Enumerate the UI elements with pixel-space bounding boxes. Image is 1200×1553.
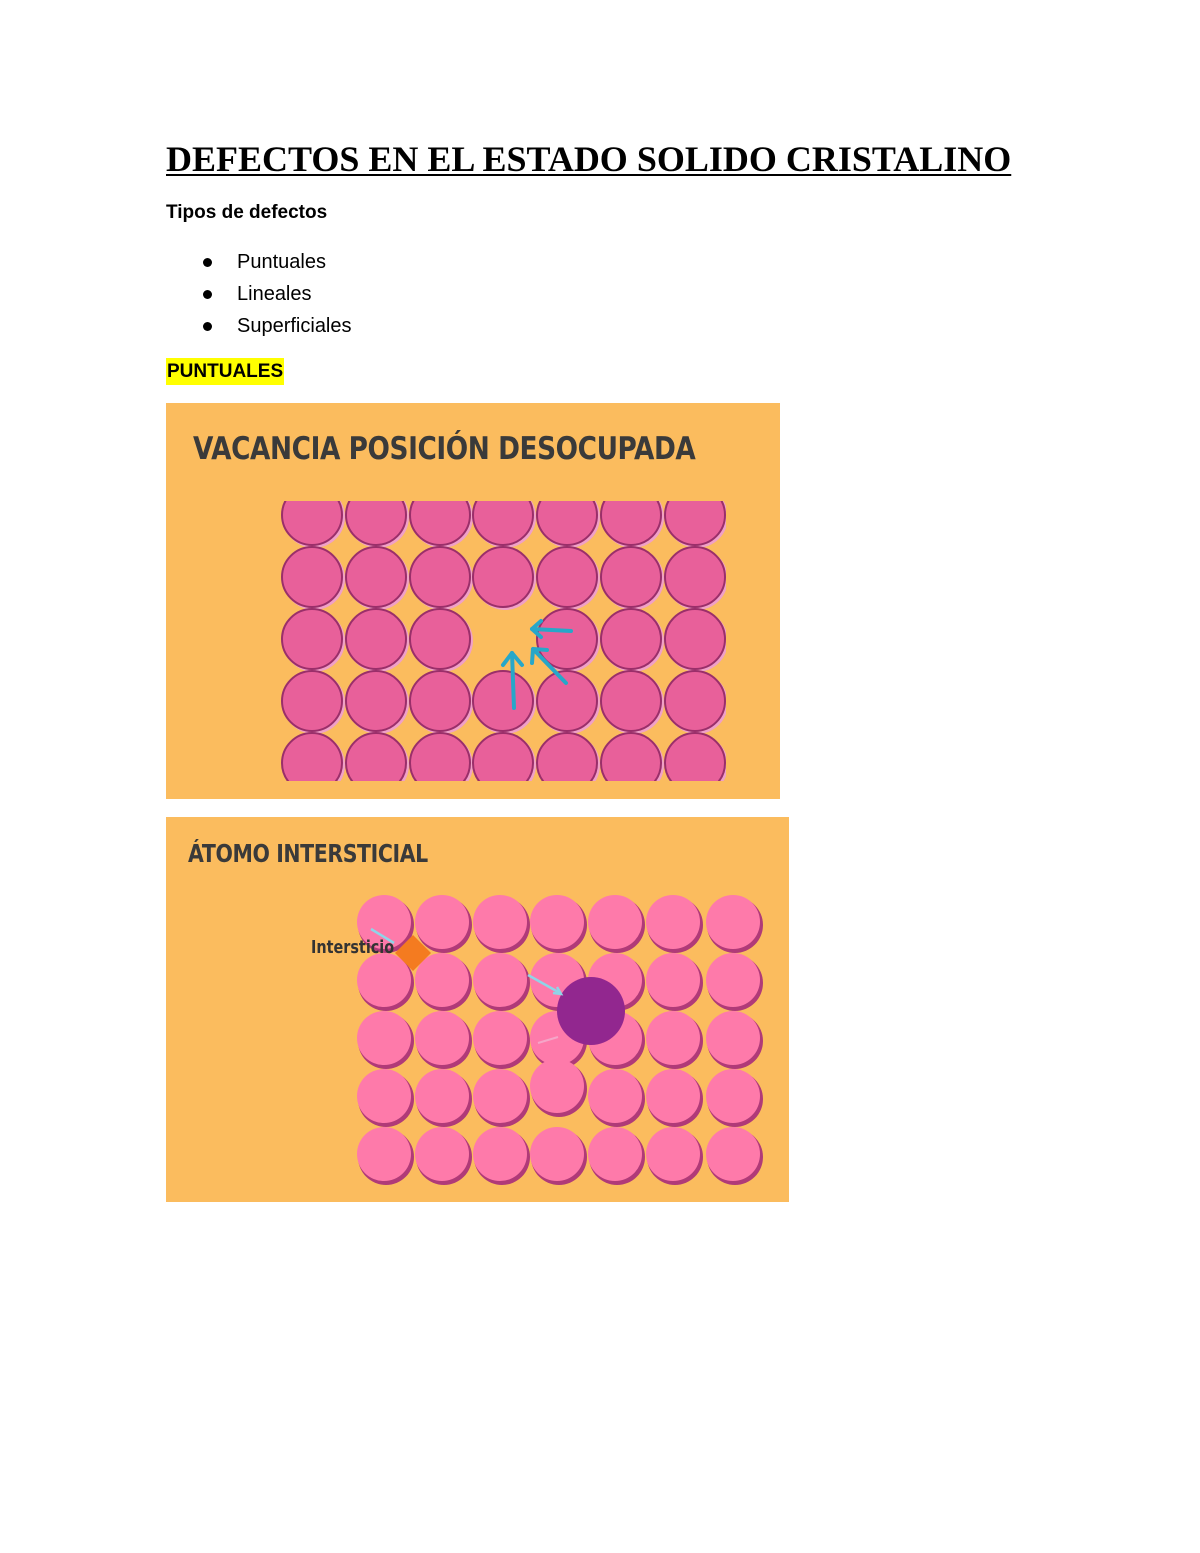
atom (706, 1069, 760, 1123)
atom (665, 733, 725, 793)
vacancy-figure (166, 403, 780, 799)
bullet-icon (203, 290, 212, 299)
atom (415, 895, 469, 949)
atom (646, 1127, 700, 1181)
defect-types-heading: Tipos de defectos (166, 202, 328, 223)
atom (646, 1069, 700, 1123)
atom (537, 547, 597, 607)
interstitial-lattice-diagram (166, 817, 789, 1202)
atom (601, 485, 661, 545)
arrow-icon (532, 629, 571, 631)
atom (601, 671, 661, 731)
atom (473, 953, 527, 1007)
atom (646, 895, 700, 949)
list-item-label: Puntuales (237, 251, 326, 273)
atom (706, 953, 760, 1007)
list-item (166, 280, 352, 312)
interstice-label: Intersticio (311, 937, 395, 958)
atom (537, 733, 597, 793)
list-item-label: Superficiales (237, 315, 352, 337)
lattice-group (282, 485, 728, 796)
atom (473, 671, 533, 731)
atom (706, 1127, 760, 1181)
atom (357, 953, 411, 1007)
atom (473, 547, 533, 607)
atom (646, 953, 700, 1007)
atom (346, 671, 406, 731)
atom (706, 895, 760, 949)
atom (588, 895, 642, 949)
atom (415, 1127, 469, 1181)
atom (706, 1011, 760, 1065)
atom (282, 547, 342, 607)
atom (282, 485, 342, 545)
atom (346, 609, 406, 669)
atom (415, 1011, 469, 1065)
atom (665, 671, 725, 731)
atom (410, 547, 470, 607)
atom (537, 485, 597, 545)
arrow-icon (512, 653, 514, 708)
atom (530, 1127, 584, 1181)
vacancy-figure-title: VACANCIA POSICIÓN DESOCUPADA (193, 431, 696, 467)
atom (415, 953, 469, 1007)
atom (410, 609, 470, 669)
atom (646, 1011, 700, 1065)
atom (473, 1011, 527, 1065)
atom (601, 547, 661, 607)
atom (473, 733, 533, 793)
bullet-icon (203, 258, 212, 267)
atom (588, 1127, 642, 1181)
interstitial-figure (166, 817, 789, 1202)
atom (601, 609, 661, 669)
atom (357, 1127, 411, 1181)
list-item (166, 312, 352, 344)
atom (665, 547, 725, 607)
atom (537, 671, 597, 731)
atom (588, 1069, 642, 1123)
atom (282, 609, 342, 669)
bullet-icon (203, 322, 212, 331)
document-title: DEFECTOS EN EL ESTADO SOLIDO CRISTALINO (166, 139, 1012, 179)
atom (410, 485, 470, 545)
atom (665, 485, 725, 545)
atom (473, 1127, 527, 1181)
atom (282, 671, 342, 731)
interstitial-atom (557, 977, 625, 1045)
atom (410, 733, 470, 793)
atom (473, 895, 527, 949)
atom (473, 1069, 527, 1123)
section-label-puntuales: PUNTUALES (166, 358, 284, 385)
atom (530, 1059, 584, 1113)
atom (410, 671, 470, 731)
atom (346, 547, 406, 607)
interstitial-figure-title: ÁTOMO INTERSTICIAL (188, 839, 428, 868)
atom (346, 485, 406, 545)
atom (415, 1069, 469, 1123)
list-item (166, 248, 352, 280)
atom (357, 1069, 411, 1123)
atom (665, 609, 725, 669)
list-item-label: Lineales (237, 283, 312, 305)
defect-types-list (166, 248, 352, 344)
atom (357, 1011, 411, 1065)
atom (530, 895, 584, 949)
atom (346, 733, 406, 793)
atom (473, 485, 533, 545)
atom (601, 733, 661, 793)
atom (282, 733, 342, 793)
